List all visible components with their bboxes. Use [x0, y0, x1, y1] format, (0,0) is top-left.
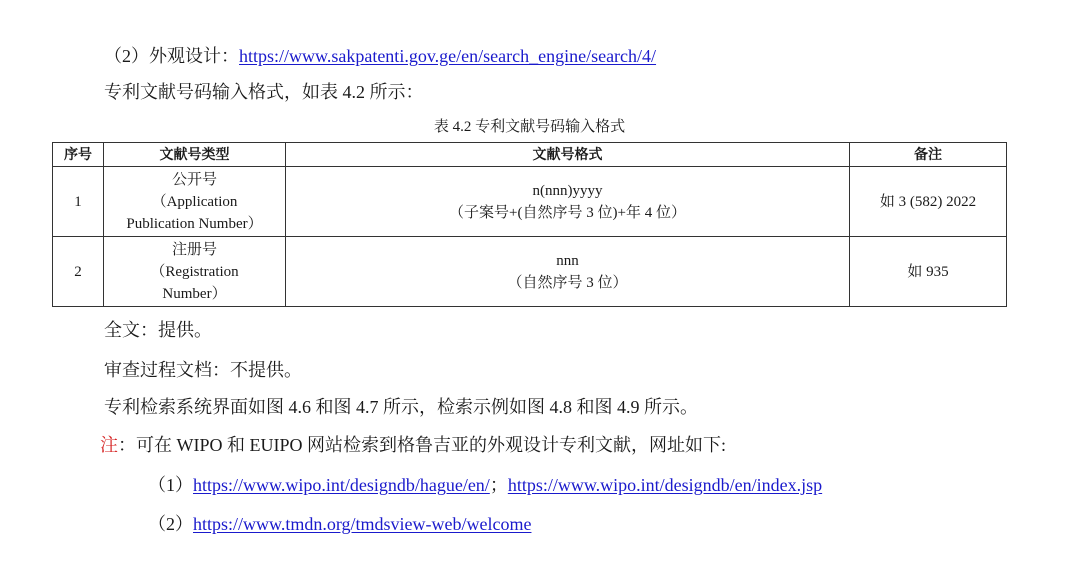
table-row [53, 237, 1007, 307]
wipo-designdb-link[interactable]: https://www.wipo.int/designdb/en/index.jsp [507, 475, 823, 495]
table-row [53, 167, 1007, 237]
format-line: （子案号+(自然序号 3 位)+年 4 位） [449, 204, 686, 221]
format-line: （自然序号 3 位） [507, 274, 628, 291]
header-type: 文献号类型 [104, 143, 286, 167]
links-separator: ； [489, 475, 508, 495]
row-note: 如 935 [850, 237, 1007, 307]
links-prefix: （1） [148, 475, 193, 495]
row-no: 1 [53, 167, 104, 237]
tmdn-link-line [148, 512, 531, 536]
header-format: 文献号格式 [286, 143, 850, 167]
format-line: n(nnn)yyyy [532, 182, 603, 199]
type-line: （Application [151, 193, 238, 210]
design-search-line [104, 44, 656, 68]
note-line [100, 433, 726, 457]
table-caption: 表 4.2 专利文献号码输入格式 [433, 119, 626, 135]
format-intro-text: 专利文献号码输入格式，如表 4.2 所示： [104, 82, 424, 102]
note-label: 注 [100, 435, 118, 455]
row-type [104, 167, 286, 237]
wipo-hague-link[interactable]: https://www.wipo.int/designdb/hague/en/ [193, 475, 490, 495]
header-note: 备注 [850, 143, 1007, 167]
sakpatenti-search-link[interactable]: https://www.sakpatenti.gov.ge/en/search_engine/search/4/ [239, 46, 657, 66]
note-text: ：可在 WIPO 和 EUIPO 网站检索到格鲁吉亚的外观设计专利文献，网址如下: [118, 435, 726, 455]
tmdn-link[interactable]: https://www.tmdn.org/tmdsview-web/welcome [193, 514, 532, 534]
full-text-line: 全文：提供。 [104, 320, 212, 340]
type-line: 公开号 [171, 171, 217, 188]
row-no: 2 [53, 237, 104, 307]
design-search-prefix: （2）外观设计： [104, 46, 239, 66]
links-prefix: （2） [148, 514, 193, 534]
row-note: 如 3 (582) 2022 [850, 167, 1007, 237]
type-line: Number） [162, 285, 227, 302]
number-format-table [52, 142, 1007, 307]
row-format [286, 237, 850, 307]
row-format [286, 167, 850, 237]
table-header-row [53, 143, 1007, 167]
exam-docs-line: 审查过程文档：不提供。 [104, 360, 302, 380]
row-type [104, 237, 286, 307]
header-no: 序号 [53, 143, 104, 167]
interface-figures-line: 专利检索系统界面如图 4.6 和图 4.7 所示，检索示例如图 4.8 和图 4.9 所示。 [104, 397, 698, 417]
format-line: nnn [556, 252, 579, 269]
type-line: Publication Number） [126, 215, 263, 232]
type-line: 注册号 [171, 241, 217, 258]
type-line: （Registration [150, 263, 239, 280]
wipo-links-line [148, 473, 822, 497]
